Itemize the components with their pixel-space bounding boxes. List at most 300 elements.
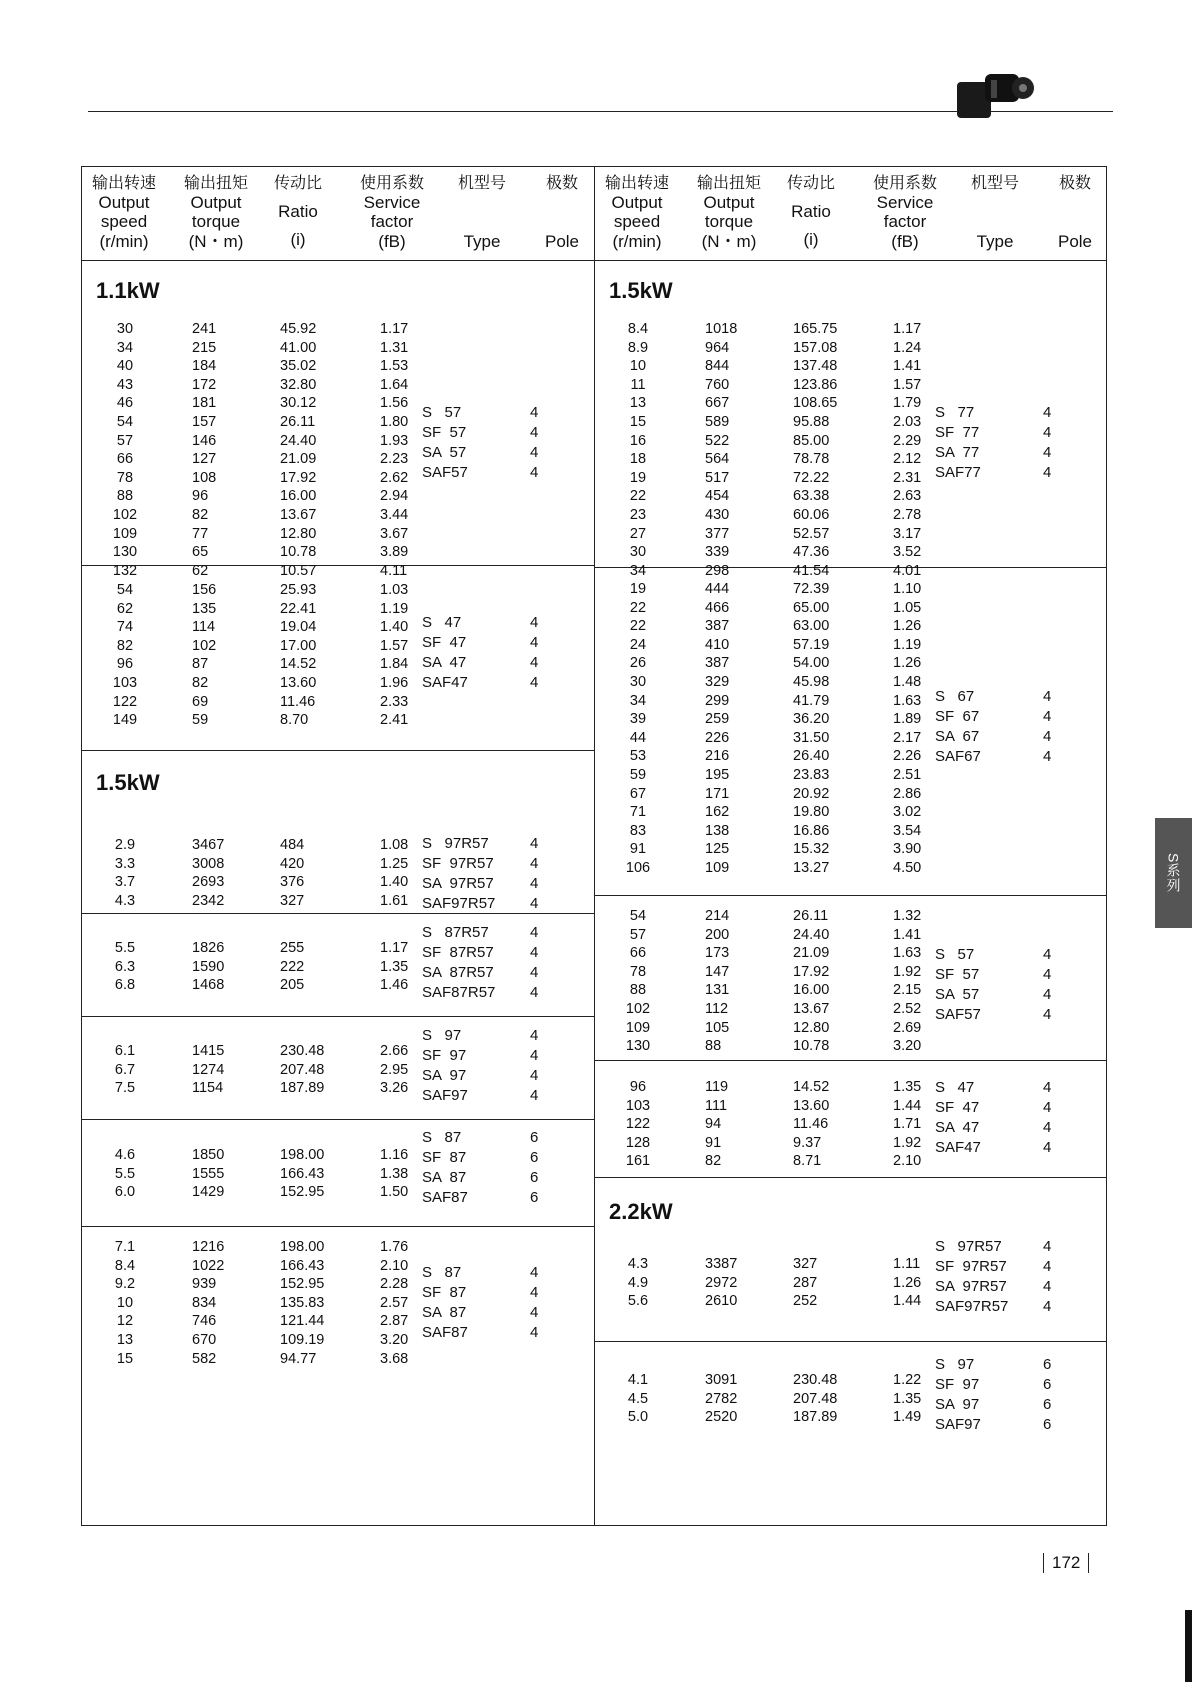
output-torque-cell: 1590 xyxy=(192,958,225,975)
table-row xyxy=(82,1183,422,1202)
service-factor-cell: 1.92 xyxy=(893,1134,922,1151)
output-speed-cell: 22 xyxy=(629,618,647,635)
output-speed-cell: 18 xyxy=(629,451,647,468)
output-torque-cell: 1555 xyxy=(192,1165,225,1182)
pole-count: 4 xyxy=(1043,1006,1052,1023)
table-row xyxy=(595,636,935,655)
table-row xyxy=(82,1350,422,1369)
output-torque-cell: 102 xyxy=(192,637,217,654)
output-torque-cell: 387 xyxy=(705,655,730,672)
pole-count: 4 xyxy=(530,1304,539,1321)
table-row xyxy=(82,711,422,730)
page-number: 172 xyxy=(1043,1553,1089,1573)
ratio-cell: 12.80 xyxy=(793,1019,830,1036)
output-torque-cell: 82 xyxy=(705,1153,722,1170)
output-torque-cell: 96 xyxy=(192,488,209,505)
service-factor-cell: 2.69 xyxy=(893,1019,922,1036)
service-factor-cell: 2.33 xyxy=(380,693,409,710)
service-factor-cell: 1.17 xyxy=(380,321,409,337)
ratio-cell: 230.48 xyxy=(793,1372,838,1388)
service-factor-cell: 1.19 xyxy=(893,636,922,653)
output-speed-cell: 10 xyxy=(116,1294,134,1311)
table-row xyxy=(595,1019,935,1038)
output-speed-cell: 27 xyxy=(629,525,647,542)
service-factor-cell: 1.35 xyxy=(380,958,409,975)
ratio-cell: 41.54 xyxy=(793,562,830,579)
output-speed-cell: 132 xyxy=(112,562,138,579)
output-speed-cell: 57 xyxy=(116,432,134,449)
output-torque-cell: 834 xyxy=(192,1294,217,1311)
output-speed-cell: 13 xyxy=(116,1331,134,1348)
ratio-cell: 222 xyxy=(280,958,305,975)
output-speed-cell: 4.3 xyxy=(627,1256,649,1272)
output-torque-cell: 111 xyxy=(705,1097,728,1114)
table-row xyxy=(82,836,422,855)
ratio-cell: 187.89 xyxy=(793,1409,838,1426)
service-factor-cell: 2.95 xyxy=(380,1061,409,1078)
pole-count: 6 xyxy=(1043,1416,1052,1433)
service-factor-cell: 1.93 xyxy=(380,432,409,449)
pole-count: 6 xyxy=(1043,1396,1052,1413)
output-torque-cell: 156 xyxy=(192,582,217,598)
output-speed-cell: 54 xyxy=(629,908,647,924)
output-speed-cell: 43 xyxy=(116,376,134,393)
table-row xyxy=(82,1294,422,1313)
output-torque-cell: 181 xyxy=(192,395,217,412)
output-speed-cell: 30 xyxy=(629,673,647,690)
output-torque-cell: 109 xyxy=(705,859,730,876)
output-speed-cell: 23 xyxy=(629,506,647,523)
service-factor-cell: 3.89 xyxy=(380,544,409,561)
service-factor-cell: 1.05 xyxy=(893,599,922,616)
table-row xyxy=(82,939,422,958)
rating-group xyxy=(82,1226,594,1525)
service-factor-cell: 3.52 xyxy=(893,544,922,561)
service-factor-cell: 1.49 xyxy=(893,1409,922,1426)
type-code: SA 97 xyxy=(935,1396,980,1413)
output-torque-cell: 131 xyxy=(705,982,730,999)
ratio-cell: 24.40 xyxy=(280,432,317,449)
type-code: SAF97 xyxy=(935,1416,981,1433)
pole-count: 4 xyxy=(530,1067,539,1084)
pole-count: 6 xyxy=(530,1149,539,1166)
type-code: S 57 xyxy=(422,404,462,421)
output-speed-cell: 53 xyxy=(629,748,647,765)
data-rows xyxy=(82,1146,422,1202)
pole-count: 4 xyxy=(1043,404,1052,421)
type-code: SAF57 xyxy=(935,1006,981,1023)
header-pole: 极数 Pole xyxy=(1057,173,1093,251)
data-rows xyxy=(82,1042,422,1098)
table-row xyxy=(82,506,422,525)
output-torque-cell: 1415 xyxy=(192,1043,225,1059)
output-torque-cell: 135 xyxy=(192,600,217,617)
output-torque-cell: 387 xyxy=(705,618,730,635)
output-torque-cell: 195 xyxy=(705,766,730,783)
pole-count: 4 xyxy=(1043,444,1052,461)
table-row xyxy=(595,580,935,599)
output-torque-cell: 1018 xyxy=(705,321,738,337)
service-factor-cell: 1.25 xyxy=(380,855,409,872)
output-torque-cell: 138 xyxy=(705,822,730,839)
output-torque-cell: 430 xyxy=(705,506,730,523)
table-row xyxy=(595,339,935,358)
ratio-cell: 152.95 xyxy=(280,1276,325,1293)
service-factor-cell: 2.57 xyxy=(380,1294,409,1311)
table-row xyxy=(82,1331,422,1350)
ratio-cell: 16.00 xyxy=(280,488,317,505)
table-row xyxy=(595,376,935,395)
output-speed-cell: 5.6 xyxy=(627,1293,649,1310)
type-code: SA 67 xyxy=(935,728,980,745)
output-speed-cell: 6.7 xyxy=(114,1061,136,1078)
header-type: 机型号 Type xyxy=(970,173,1019,251)
service-factor-cell: 2.31 xyxy=(893,469,922,486)
ratio-cell: 165.75 xyxy=(793,321,838,337)
rating-group xyxy=(82,1119,594,1227)
pole-count: 4 xyxy=(1043,1258,1052,1275)
power-rating-label: 1.5kW xyxy=(96,770,160,795)
output-speed-cell: 74 xyxy=(116,619,134,636)
service-factor-cell: 1.80 xyxy=(380,413,409,430)
table-row xyxy=(595,692,935,711)
service-factor-cell: 1.26 xyxy=(893,1274,922,1291)
output-speed-cell: 102 xyxy=(112,506,138,523)
ratio-cell: 45.98 xyxy=(793,673,830,690)
ratio-cell: 376 xyxy=(280,874,305,891)
service-factor-cell: 2.78 xyxy=(893,506,922,523)
output-torque-cell: 517 xyxy=(705,469,730,486)
table-row xyxy=(595,907,935,926)
table-row xyxy=(82,1312,422,1331)
service-factor-cell: 4.50 xyxy=(893,859,922,876)
table-row xyxy=(82,674,422,693)
table-row xyxy=(595,1371,935,1390)
ratio-cell: 52.57 xyxy=(793,525,830,542)
data-rows xyxy=(595,580,935,878)
type-code: S 67 xyxy=(935,688,975,705)
service-factor-cell: 1.56 xyxy=(380,395,409,412)
ratio-cell: 135.83 xyxy=(280,1294,325,1311)
pole-count: 4 xyxy=(530,464,539,481)
service-factor-cell: 2.28 xyxy=(380,1276,409,1293)
pole-count: 6 xyxy=(530,1189,539,1206)
output-speed-cell: 30 xyxy=(629,544,647,561)
type-code: S 97R57 xyxy=(422,835,489,852)
service-factor-cell: 3.20 xyxy=(380,1331,409,1348)
output-speed-cell: 106 xyxy=(625,859,651,876)
type-code: SA 47 xyxy=(935,1119,980,1136)
table-row xyxy=(82,693,422,712)
ratio-cell: 15.32 xyxy=(793,841,830,858)
pole-count: 6 xyxy=(530,1129,539,1146)
ratio-cell: 95.88 xyxy=(793,413,830,430)
service-factor-cell: 1.48 xyxy=(893,673,922,690)
gearmotor-selection-table xyxy=(81,166,1107,1526)
ratio-cell: 108.65 xyxy=(793,395,838,412)
pole-count: 4 xyxy=(1043,946,1052,963)
service-factor-cell: 2.03 xyxy=(893,413,922,430)
ratio-cell: 57.19 xyxy=(793,636,830,653)
pole-count: 4 xyxy=(1043,708,1052,725)
table-row xyxy=(82,1061,422,1080)
ratio-cell: 13.60 xyxy=(280,674,317,691)
output-speed-cell: 5.5 xyxy=(114,1165,136,1182)
output-torque-cell: 214 xyxy=(705,908,730,924)
service-factor-cell: 2.94 xyxy=(380,488,409,505)
output-torque-cell: 1154 xyxy=(192,1080,224,1097)
rating-group xyxy=(82,260,594,579)
ratio-cell: 137.48 xyxy=(793,358,838,375)
type-code: SA 97R57 xyxy=(935,1278,1007,1295)
service-factor-cell: 1.63 xyxy=(893,692,922,709)
service-factor-cell: 3.67 xyxy=(380,525,409,542)
ratio-cell: 205 xyxy=(280,977,305,994)
output-speed-cell: 66 xyxy=(116,451,134,468)
service-factor-cell: 2.17 xyxy=(893,729,922,746)
output-torque-cell: 82 xyxy=(192,506,209,523)
service-factor-cell: 3.02 xyxy=(893,804,922,821)
ratio-cell: 207.48 xyxy=(280,1061,325,1078)
output-torque-cell: 172 xyxy=(192,376,217,393)
output-torque-cell: 82 xyxy=(192,674,209,691)
series-side-tab[interactable]: S系列 xyxy=(1155,818,1192,928)
ratio-cell: 72.39 xyxy=(793,581,830,597)
type-code: SA 87R57 xyxy=(422,964,494,981)
table-row xyxy=(595,1115,935,1134)
output-torque-cell: 65 xyxy=(192,544,209,561)
table-row xyxy=(595,1408,935,1427)
output-speed-cell: 71 xyxy=(629,804,647,821)
type-code: SAF87 xyxy=(422,1189,468,1206)
output-speed-cell: 4.1 xyxy=(627,1372,649,1388)
output-torque-cell: 157 xyxy=(192,413,217,430)
type-code: S 97 xyxy=(422,1027,462,1044)
output-torque-cell: 964 xyxy=(705,339,730,356)
output-speed-cell: 22 xyxy=(629,488,647,505)
pole-count: 4 xyxy=(1043,1278,1052,1295)
output-speed-cell: 34 xyxy=(629,562,647,579)
header-pole: 极数 Pole xyxy=(544,173,580,251)
output-torque-cell: 1468 xyxy=(192,977,225,994)
service-factor-cell: 2.66 xyxy=(380,1043,409,1059)
output-speed-cell: 122 xyxy=(112,693,138,710)
service-factor-cell: 1.35 xyxy=(893,1079,922,1095)
ratio-cell: 8.71 xyxy=(793,1153,822,1170)
ratio-cell: 19.80 xyxy=(793,804,830,821)
pole-count: 4 xyxy=(1043,1119,1052,1136)
output-torque-cell: 410 xyxy=(705,636,730,653)
table-row xyxy=(82,873,422,892)
ratio-cell: 187.89 xyxy=(280,1080,325,1097)
ratio-cell: 20.92 xyxy=(793,785,830,802)
output-speed-cell: 54 xyxy=(116,413,134,430)
output-torque-cell: 127 xyxy=(192,451,217,468)
service-factor-cell: 1.53 xyxy=(380,358,409,375)
output-speed-cell: 5.5 xyxy=(114,940,136,956)
output-torque-cell: 1274 xyxy=(192,1061,225,1078)
table-row xyxy=(595,1078,935,1097)
output-speed-cell: 15 xyxy=(116,1350,134,1367)
service-factor-cell: 2.26 xyxy=(893,748,922,765)
output-torque-cell: 939 xyxy=(192,1276,217,1293)
table-row xyxy=(82,958,422,977)
data-rows xyxy=(82,939,422,995)
pole-count: 4 xyxy=(530,1324,539,1341)
service-factor-cell: 2.41 xyxy=(380,712,409,729)
left-panel xyxy=(82,167,595,1525)
output-torque-cell: 329 xyxy=(705,673,730,690)
service-factor-cell: 1.19 xyxy=(380,600,409,617)
ratio-cell: 230.48 xyxy=(280,1043,325,1059)
type-code: SA 87 xyxy=(422,1304,467,1321)
output-torque-cell: 760 xyxy=(705,376,730,393)
output-torque-cell: 2782 xyxy=(705,1390,738,1407)
ratio-cell: 23.83 xyxy=(793,766,830,783)
ratio-cell: 13.27 xyxy=(793,859,830,876)
service-factor-cell: 3.17 xyxy=(893,525,922,542)
output-speed-cell: 91 xyxy=(629,841,647,858)
service-factor-cell: 1.64 xyxy=(380,376,409,393)
type-code: S 87R57 xyxy=(422,924,489,941)
table-row xyxy=(595,1097,935,1116)
type-code: SF 97 xyxy=(422,1047,467,1064)
pole-count: 6 xyxy=(1043,1356,1052,1373)
output-speed-cell: 88 xyxy=(629,982,647,999)
right-panel xyxy=(595,167,1106,1525)
table-row xyxy=(82,376,422,395)
header-service-factor: 使用系数 Service factor (fB) xyxy=(872,173,937,251)
output-speed-cell: 22 xyxy=(629,599,647,616)
header-output-speed: 输出转速 Output speed (r/min) xyxy=(91,173,156,251)
output-speed-cell: 34 xyxy=(629,692,647,709)
data-rows xyxy=(595,1255,935,1311)
pole-count: 6 xyxy=(530,1169,539,1186)
service-factor-cell: 1.11 xyxy=(893,1256,921,1272)
table-row xyxy=(82,1165,422,1184)
service-factor-cell: 3.44 xyxy=(380,506,409,523)
output-torque-cell: 226 xyxy=(705,729,730,746)
header-type: 机型号 Type xyxy=(457,173,506,251)
output-speed-cell: 34 xyxy=(116,339,134,356)
service-factor-cell: 1.35 xyxy=(893,1390,922,1407)
service-factor-cell: 1.24 xyxy=(893,339,922,356)
pole-count: 4 xyxy=(530,654,539,671)
ratio-cell: 327 xyxy=(280,892,305,909)
output-torque-cell: 173 xyxy=(705,945,730,962)
ratio-cell: 47.36 xyxy=(793,544,830,561)
table-row xyxy=(82,1042,422,1061)
output-speed-cell: 3.3 xyxy=(114,855,136,872)
service-factor-cell: 1.17 xyxy=(380,940,409,956)
service-factor-cell: 3.26 xyxy=(380,1080,409,1097)
output-torque-cell: 69 xyxy=(192,693,209,710)
output-torque-cell: 259 xyxy=(705,711,730,728)
output-torque-cell: 108 xyxy=(192,469,217,486)
pole-count: 4 xyxy=(1043,1298,1052,1315)
service-factor-cell: 1.61 xyxy=(380,892,409,909)
table-row xyxy=(82,618,422,637)
type-code: SAF67 xyxy=(935,748,981,765)
output-torque-cell: 3387 xyxy=(705,1256,738,1272)
service-factor-cell: 4.11 xyxy=(380,562,408,579)
service-factor-cell: 2.23 xyxy=(380,451,409,468)
table-row xyxy=(595,747,935,766)
table-row xyxy=(82,450,422,469)
output-torque-cell: 216 xyxy=(705,748,730,765)
pole-count: 4 xyxy=(530,674,539,691)
table-row xyxy=(595,1390,935,1409)
output-speed-cell: 39 xyxy=(629,711,647,728)
pole-count: 4 xyxy=(530,1027,539,1044)
output-torque-cell: 670 xyxy=(192,1331,217,1348)
type-code: SF 97R57 xyxy=(935,1258,1007,1275)
service-factor-cell: 1.16 xyxy=(380,1147,409,1163)
header-output-speed: 输出转速 Output speed (r/min) xyxy=(604,173,669,251)
service-factor-cell: 1.50 xyxy=(380,1184,409,1201)
type-code: SA 57 xyxy=(422,444,467,461)
output-speed-cell: 6.3 xyxy=(114,958,136,975)
table-row xyxy=(595,981,935,1000)
output-torque-cell: 844 xyxy=(705,358,730,375)
ratio-cell: 287 xyxy=(793,1274,818,1291)
ratio-cell: 24.40 xyxy=(793,926,830,943)
service-factor-cell: 1.57 xyxy=(893,376,922,393)
type-code: SAF47 xyxy=(935,1139,981,1156)
output-speed-cell: 3.7 xyxy=(114,874,136,891)
service-factor-cell: 1.79 xyxy=(893,395,922,412)
table-row xyxy=(595,413,935,432)
service-factor-cell: 2.62 xyxy=(380,469,409,486)
pole-count: 4 xyxy=(1043,1079,1052,1096)
service-factor-cell: 2.86 xyxy=(893,785,922,802)
table-row xyxy=(82,600,422,619)
pole-count: 4 xyxy=(530,984,539,1001)
service-factor-cell: 3.90 xyxy=(893,841,922,858)
output-speed-cell: 128 xyxy=(625,1134,651,1151)
output-speed-cell: 2.9 xyxy=(114,837,136,853)
output-speed-cell: 54 xyxy=(116,582,134,598)
table-row xyxy=(595,506,935,525)
output-speed-cell: 122 xyxy=(625,1116,651,1133)
ratio-cell: 25.93 xyxy=(280,582,317,598)
pole-count: 4 xyxy=(530,444,539,461)
service-factor-cell: 1.44 xyxy=(893,1293,922,1310)
service-factor-cell: 1.03 xyxy=(380,582,409,598)
table-row xyxy=(82,469,422,488)
output-torque-cell: 59 xyxy=(192,712,209,729)
type-code: S 47 xyxy=(422,614,462,631)
table-row xyxy=(82,1238,422,1257)
table-row xyxy=(82,892,422,911)
ratio-cell: 26.11 xyxy=(793,908,829,924)
type-code: SAF87R57 xyxy=(422,984,496,1001)
output-speed-cell: 82 xyxy=(116,637,134,654)
output-speed-cell: 96 xyxy=(629,1079,647,1095)
output-torque-cell: 667 xyxy=(705,395,730,412)
table-row xyxy=(595,525,935,544)
type-code: SF 67 xyxy=(935,708,980,725)
pole-count: 4 xyxy=(530,614,539,631)
ratio-cell: 13.67 xyxy=(280,506,317,523)
type-code: SF 97R57 xyxy=(422,855,494,872)
service-factor-cell: 2.29 xyxy=(893,432,922,449)
output-torque-cell: 3091 xyxy=(705,1372,738,1388)
output-speed-cell: 62 xyxy=(116,600,134,617)
ratio-cell: 8.70 xyxy=(280,712,309,729)
table-row xyxy=(595,599,935,618)
service-factor-cell: 1.22 xyxy=(893,1372,922,1388)
